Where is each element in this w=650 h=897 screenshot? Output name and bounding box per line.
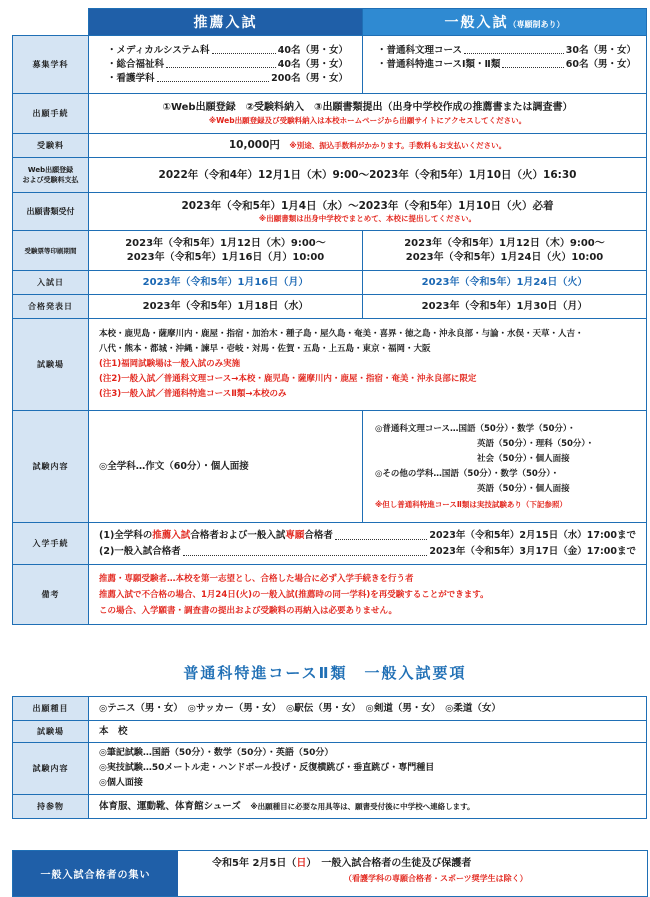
naiyo-right-1: ◎普通科文理コース…国語（50分）・数学（50分）・ <box>375 423 576 434</box>
jisan-note: ※出願種目に必要な用具等は、願書受付後に中学校へ連絡します。 <box>250 801 475 811</box>
web-label-1: Web出願登録 <box>27 166 74 174</box>
jisan-cell <box>89 795 647 819</box>
boshu-left-item <box>107 44 348 58</box>
dept-name: ・看護学科 <box>107 72 155 84</box>
assembly-note: （看護学科の専願合格者・スポーツ奨学生は除く） <box>344 874 528 883</box>
header-ippan <box>363 9 647 36</box>
web-cell: 2022年（令和4年）12月1日（木）9:00〜2023年（令和5年）1月10日（火）16:30 <box>89 158 647 193</box>
web-label-2: および受験料支払 <box>22 176 79 184</box>
hyo-right-1: 2023年（令和5年）1月12日（木）9:00〜 <box>404 237 605 249</box>
shikenjo-note-3: (注3)一般入試／普通科特進コースⅡ類→本校のみ <box>99 389 287 399</box>
assembly-date-c: ） <box>306 858 312 869</box>
hyo-right-2: 2023年（令和5年）1月24日（火）10:00 <box>405 251 604 263</box>
row-label-nyushi: 入試日 <box>13 271 89 295</box>
row-label-tetsuzuki: 出願手続 <box>13 94 89 134</box>
dept-quota: 30名（男・女） <box>565 44 636 56</box>
dept-quota: 40名（男・女） <box>277 44 348 56</box>
ryo-note: ※別途、振込手数料がかかります。手数料もお支払いください。 <box>289 141 507 150</box>
naiyo2-line-1: ◎筆記試験…国語（50分）・数学（50分）・英語（50分） <box>99 748 334 758</box>
nyushi-left: 2023年（令和5年）1月16日（月） <box>89 271 363 295</box>
naiyo-right-4: ◎その他の学科…国語（50分）・数学（50分）・ <box>375 468 560 479</box>
ryo-text: 10,000円 <box>228 139 280 151</box>
basho-cell: 本 校 <box>89 721 647 743</box>
row-label-boshu: 募集学科 <box>13 36 89 94</box>
shikenjo-note-2: (注2)一般入試／普通科文理コース→本校・鹿児島・薩摩川内・鹿屋・指宿・奄美・沖永良部に限定 <box>99 374 477 384</box>
row-label-naiyo2: 試験内容 <box>13 743 89 795</box>
assembly-content <box>178 851 647 896</box>
shorui-text: 2023年（令和5年）1月4日（水）〜2023年（令和5年）1月10日（火）必着 <box>181 200 554 212</box>
row-label-nyugaku: 入学手続 <box>13 523 89 565</box>
dept-name: ・総合福祉科 <box>107 58 165 70</box>
shorui-note: ※出願書類は出身中学校でまとめて、本校に提出してください。 <box>258 214 477 223</box>
header-ippan-note: （専願制あり） <box>508 20 565 29</box>
assembly-label: 一般入試合格者の集い <box>13 851 178 896</box>
dept-name: ・普通科文理コース <box>377 44 463 56</box>
naiyo2-cell <box>89 743 647 795</box>
happyo-left: 2023年（令和5年）1月18日（水） <box>89 295 363 319</box>
hyo-left-2: 2023年（令和5年）1月16日（月）10:00 <box>126 251 325 263</box>
shumoku-cell: ◎テニス（男・女） ◎サッカー（男・女） ◎駅伝（男・女） ◎剣道（男・女） ◎柔道（女） <box>89 697 647 721</box>
naiyo2-line-3: ◎個人面接 <box>99 778 143 788</box>
section2-title: 普通科特進コースⅡ類 一般入試要項 <box>183 664 467 682</box>
assembly-date-b: 日 <box>296 858 307 869</box>
row-label-ryo: 受験料 <box>13 134 89 158</box>
row-label-naiyo: 試験内容 <box>13 411 89 523</box>
nyugaku-line-2 <box>99 544 636 560</box>
dept-name: ・メディカルシステム科 <box>107 44 210 56</box>
boshu-left-item <box>107 58 348 72</box>
shikenjo-line-2: 八代・熊本・都城・沖縄・諫早・壱岐・対馬・佐賀・五島・上五島・東京・福岡・大阪 <box>99 344 431 354</box>
header-suisen: 推薦入試 <box>89 9 363 36</box>
naiyo-right-5: 英語（50分）・個人面接 <box>477 483 570 494</box>
nyugaku-l1-date: 2023年（令和5年）2月15日（水）17:00まで <box>429 529 636 541</box>
jisan-text: 体育服、運動靴、体育館シューズ <box>99 800 241 812</box>
hyo-right <box>363 231 647 271</box>
naiyo-right-2: 英語（50分）・理科（50分）・ <box>477 438 595 449</box>
assembly-who: 一般入試合格者の生徒及び保護者 <box>321 858 472 869</box>
dept-quota: 60名（男・女） <box>565 58 636 70</box>
happyo-right: 2023年（令和5年）1月30日（月） <box>363 295 647 319</box>
assembly-date-a: 令和5年 2月5日（ <box>212 858 297 869</box>
nyugaku-l2-date: 2023年（令和5年）3月17日（金）17:00まで <box>429 545 636 557</box>
nyugaku-l1-e: 合格者 <box>304 529 333 541</box>
row-label-jisan: 持参物 <box>13 795 89 819</box>
shikenjo-cell <box>89 319 647 411</box>
nyugaku-cell <box>89 523 647 565</box>
naiyo-right-note: ※但し普通科特進コースⅡ類は実技試験あり（下記参照） <box>375 499 567 509</box>
admission-table <box>12 8 647 625</box>
shikenjo-line-1: 本校・鹿児島・薩摩川内・鹿屋・指宿・加治木・種子島・屋久島・奄美・喜界・徳之島・沖永良部・与論・水俣・天草・人吉・ <box>99 329 584 339</box>
naiyo2-line-2: ◎実技試験…50メートル走・ハンドボール投げ・反復横跳び・垂直跳び・専門種目 <box>99 763 435 773</box>
biko-line-3: この場合、入学願書・調査書の提出および受験料の再納入は必要ありません。 <box>99 605 398 616</box>
biko-line-2: 推薦入試で不合格の場合、1月24日(火)の一般入試(推薦時の同一学科)を再受験することができます。 <box>99 589 489 600</box>
biko-cell <box>89 565 647 625</box>
tetsuzuki-text: ①Web出願登録 ②受験料納入 ③出願書類提出（出身中学校作成の推薦書または調査書） <box>162 102 573 113</box>
row-label-hyo: 受験票等印刷期間 <box>13 231 89 271</box>
boshu-left <box>89 36 363 94</box>
row-label-biko: 備考 <box>13 565 89 625</box>
assembly-line <box>212 856 647 871</box>
header-ippan-text: 一般入試 <box>444 15 509 31</box>
assembly-banner <box>12 850 648 897</box>
dept-name: ・普通科特進コースⅠ類・Ⅱ類 <box>377 58 501 70</box>
dept-quota: 40名（男・女） <box>277 58 348 70</box>
row-label-shumoku: 出願種目 <box>13 697 89 721</box>
row-label-web <box>13 158 89 193</box>
nyugaku-line-1 <box>99 528 636 544</box>
dept-quota: 200名（男・女） <box>271 72 348 84</box>
nyugaku-l1-a: (1)全学科の <box>99 529 153 541</box>
row-label-basho: 試験場 <box>13 721 89 743</box>
nyugaku-l1-c: 合格者および一般入試 <box>190 529 286 541</box>
boshu-right-item <box>377 58 636 72</box>
ryo-cell <box>89 134 647 158</box>
boshu-right-item <box>377 44 636 58</box>
naiyo-left: ◎全学科…作文（60分）・個人面接 <box>89 411 363 523</box>
nyushi-right: 2023年（令和5年）1月24日（火） <box>363 271 647 295</box>
tokushin-table <box>12 696 647 819</box>
tetsuzuki-cell <box>89 94 647 134</box>
shikenjo-note-1: (注1)福岡試験場は一般入試のみ実施 <box>99 359 241 369</box>
nyugaku-l1-b: 推薦入試 <box>152 529 191 541</box>
biko-line-1: 推薦・専願受験者…本校を第一志望とし、合格した場合に必ず入学手続きを行う者 <box>99 573 414 584</box>
shorui-cell <box>89 193 647 231</box>
hyo-left <box>89 231 363 271</box>
corner-cell <box>13 9 89 36</box>
row-label-shorui: 出願書類受付 <box>13 193 89 231</box>
boshu-right <box>363 36 647 94</box>
tetsuzuki-note: ※Web出願登録及び受験料納入は本校ホームページから出願サイトにアクセスしてください。 <box>208 116 527 125</box>
nyugaku-l1-d: 専願 <box>285 529 305 541</box>
nyugaku-l2: (2)一般入試合格者 <box>99 545 181 557</box>
naiyo-right <box>363 411 647 523</box>
row-label-happyo: 合格発表日 <box>13 295 89 319</box>
row-label-shikenjo: 試験場 <box>13 319 89 411</box>
hyo-left-1: 2023年（令和5年）1月12日（木）9:00〜 <box>125 237 326 249</box>
naiyo-right-3: 社会（50分）・個人面接 <box>477 453 570 464</box>
boshu-left-item <box>107 72 348 86</box>
